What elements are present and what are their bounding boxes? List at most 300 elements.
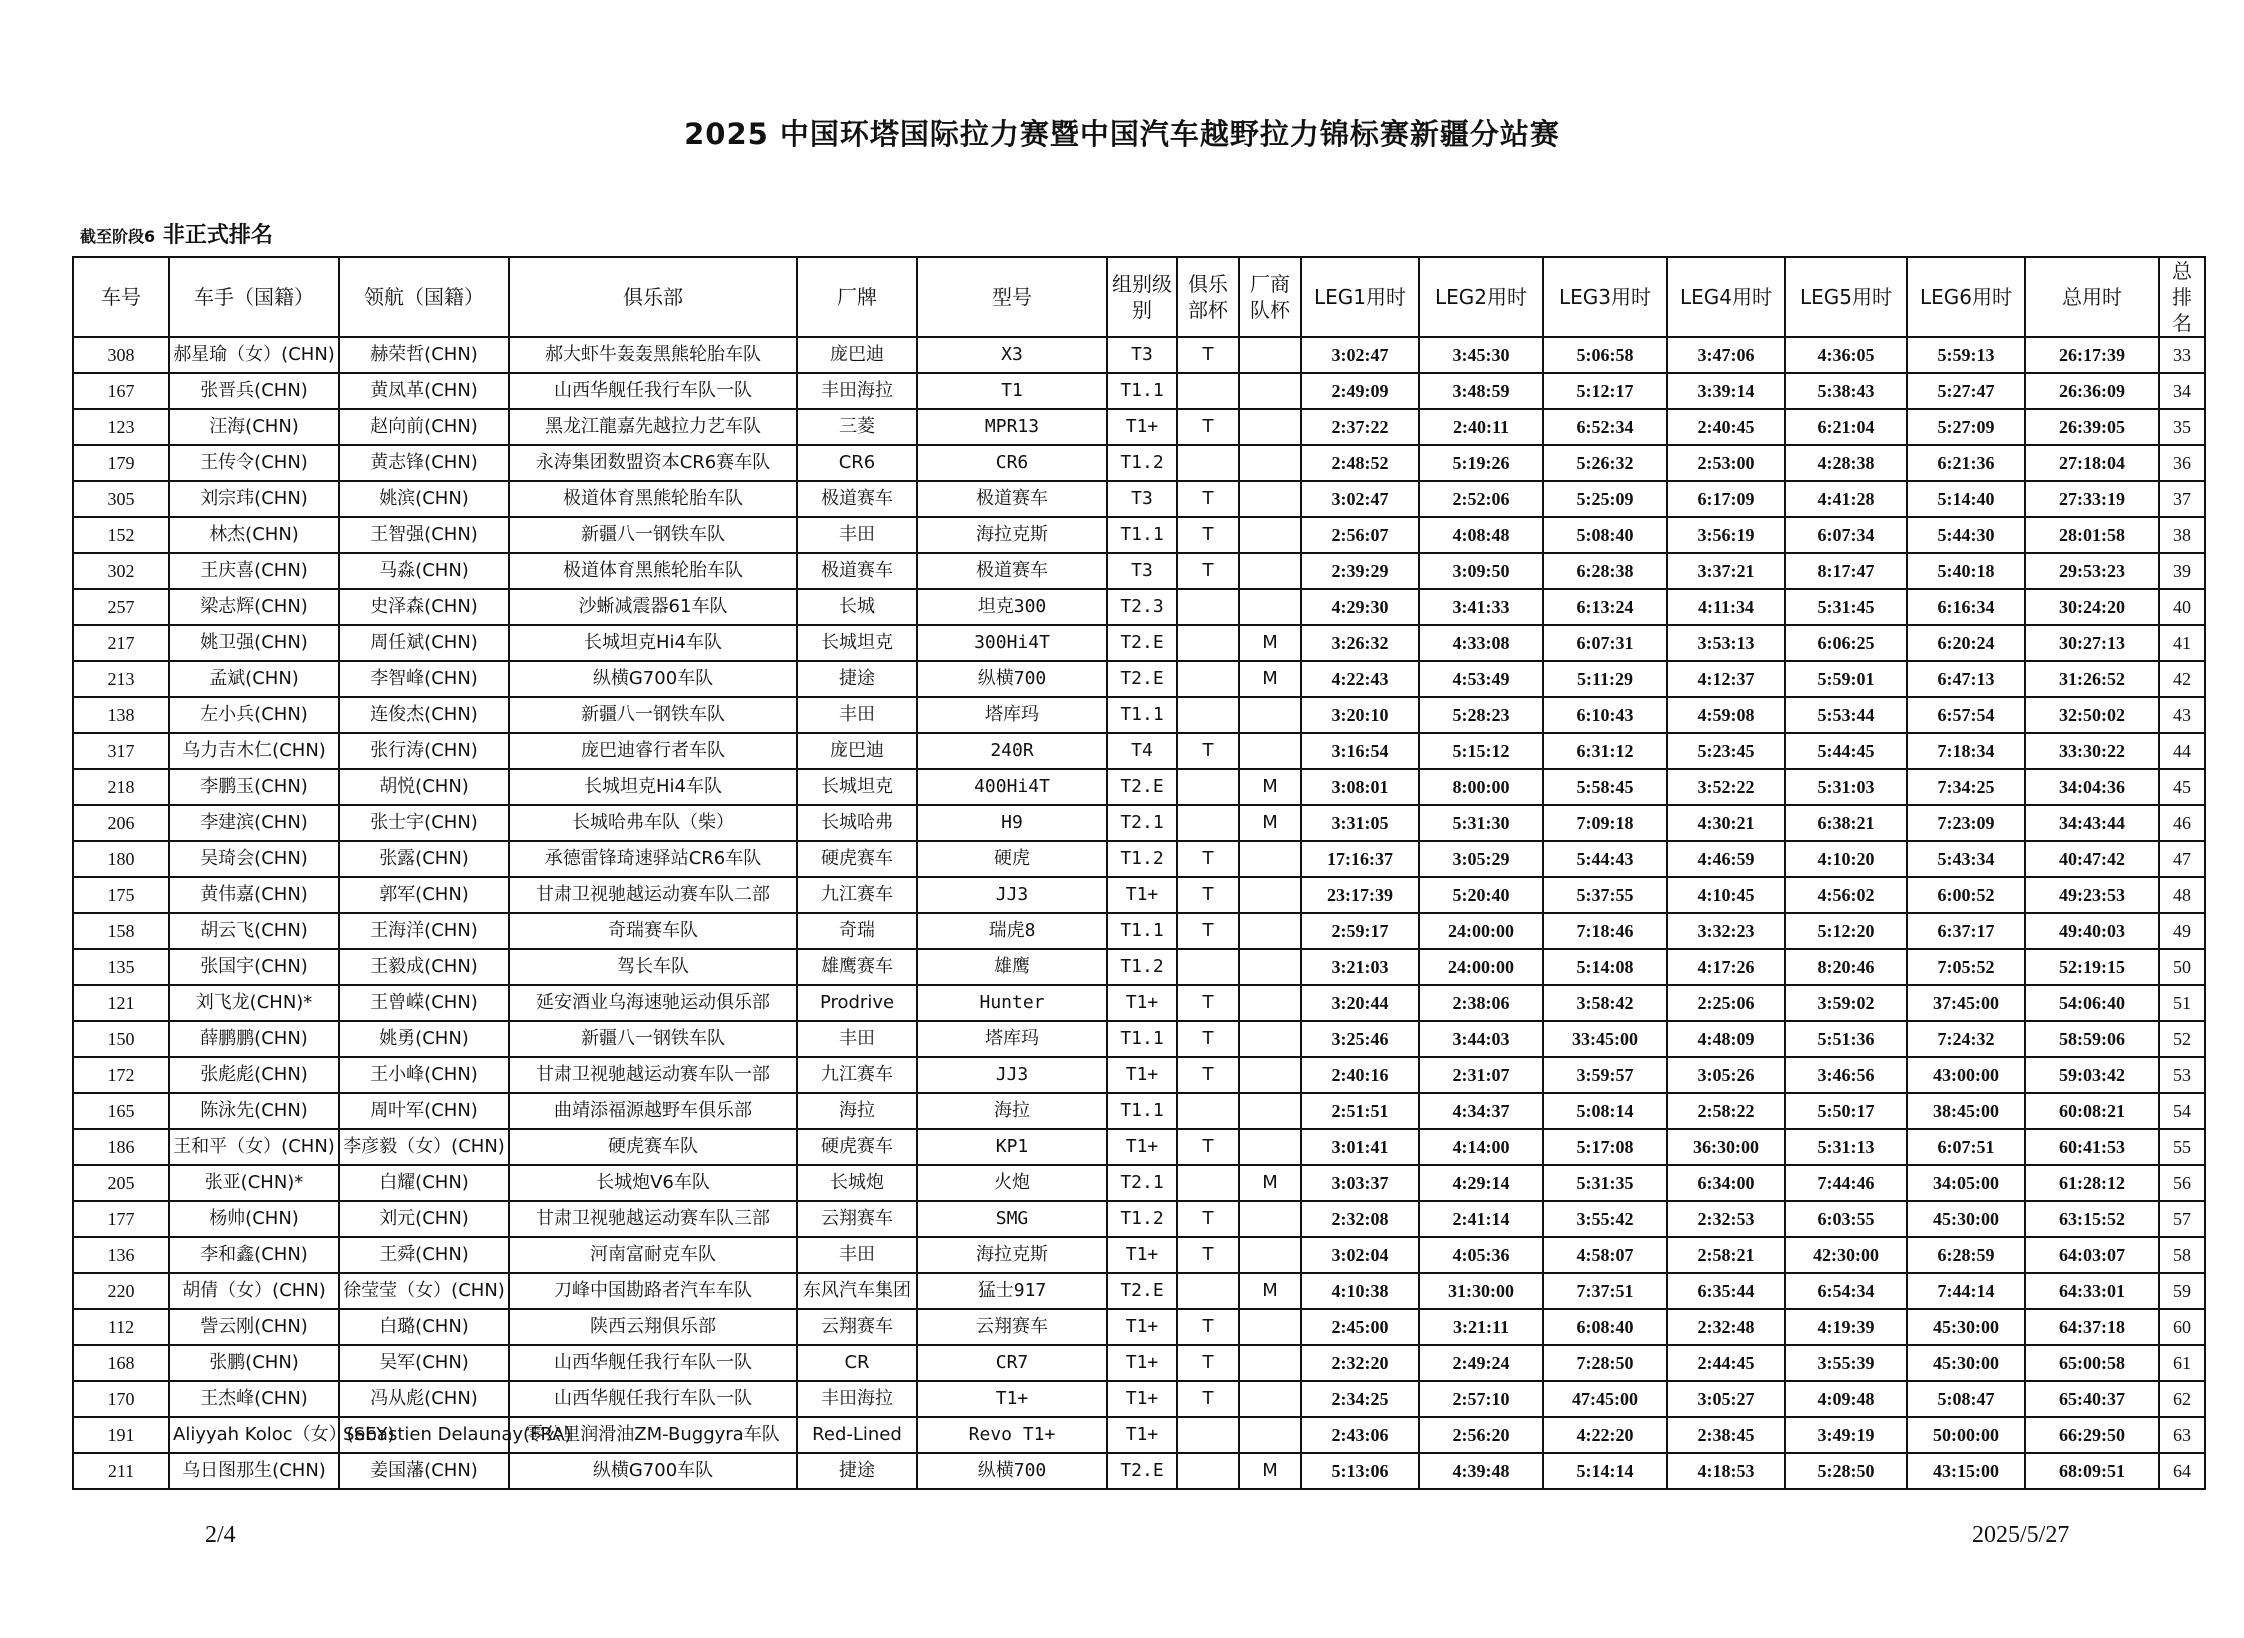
table-row [73, 409, 2205, 445]
cell-leg3: 5:14:14 [1543, 1453, 1667, 1489]
cell-class: T2.1 [1107, 1165, 1177, 1201]
cell-driver: 王和平（女）(CHN) [169, 1129, 339, 1165]
cell-leg5: 4:36:05 [1785, 337, 1907, 373]
cell-club-cup: T [1177, 733, 1239, 769]
table-row [73, 733, 2205, 769]
cell-manufacturer-cup [1239, 553, 1301, 589]
cell-club: 沙蜥减震器61车队 [509, 589, 797, 625]
cell-club-cup [1177, 589, 1239, 625]
cell-make: 东风汽车集团 [797, 1273, 917, 1309]
cell-codriver: 郭军(CHN) [339, 877, 509, 913]
cell-model: JJ3 [917, 1057, 1107, 1093]
header-make: 厂牌 [797, 257, 917, 337]
cell-leg1: 3:02:04 [1301, 1237, 1419, 1273]
cell-leg5: 5:31:13 [1785, 1129, 1907, 1165]
cell-overall-rank: 33 [2159, 337, 2205, 373]
cell-club: 刀峰中国勘路者汽车车队 [509, 1273, 797, 1309]
cell-leg3: 33:45:00 [1543, 1021, 1667, 1057]
cell-leg5: 42:30:00 [1785, 1237, 1907, 1273]
cell-total-time: 27:33:19 [2025, 481, 2159, 517]
cell-leg4: 3:37:21 [1667, 553, 1785, 589]
cell-class: T3 [1107, 337, 1177, 373]
cell-car-no: 165 [73, 1093, 169, 1129]
cell-leg1: 3:16:54 [1301, 733, 1419, 769]
cell-leg1: 2:43:06 [1301, 1417, 1419, 1453]
cell-driver: 李建滨(CHN) [169, 805, 339, 841]
cell-leg6: 6:47:13 [1907, 661, 2025, 697]
cell-leg3: 5:44:43 [1543, 841, 1667, 877]
table-row [73, 373, 2205, 409]
cell-total-time: 26:36:09 [2025, 373, 2159, 409]
header-model: 型号 [917, 257, 1107, 337]
cell-overall-rank: 60 [2159, 1309, 2205, 1345]
cell-car-no: 158 [73, 913, 169, 949]
cell-leg2: 5:20:40 [1419, 877, 1543, 913]
cell-driver: 胡倩（女）(CHN) [169, 1273, 339, 1309]
cell-leg1: 3:01:41 [1301, 1129, 1419, 1165]
cell-club: 郝大虾牛轰轰黑熊轮胎车队 [509, 337, 797, 373]
cell-leg5: 8:20:46 [1785, 949, 1907, 985]
header-car-no: 车号 [73, 257, 169, 337]
cell-car-no: 168 [73, 1345, 169, 1381]
cell-leg1: 2:51:51 [1301, 1093, 1419, 1129]
cell-overall-rank: 59 [2159, 1273, 2205, 1309]
cell-overall-rank: 46 [2159, 805, 2205, 841]
cell-club-cup: T [1177, 1201, 1239, 1237]
cell-manufacturer-cup [1239, 481, 1301, 517]
cell-club-cup: T [1177, 1237, 1239, 1273]
cell-club-cup: T [1177, 1021, 1239, 1057]
table-row [73, 1093, 2205, 1129]
cell-club-cup [1177, 1093, 1239, 1129]
table-row [73, 949, 2205, 985]
cell-class: T1.1 [1107, 1021, 1177, 1057]
header-leg5: LEG5用时 [1785, 257, 1907, 337]
cell-total-time: 49:40:03 [2025, 913, 2159, 949]
table-row [73, 841, 2205, 877]
cell-leg3: 4:22:20 [1543, 1417, 1667, 1453]
cell-leg4: 6:35:44 [1667, 1273, 1785, 1309]
cell-leg5: 3:49:19 [1785, 1417, 1907, 1453]
cell-manufacturer-cup [1239, 409, 1301, 445]
cell-make: 三菱 [797, 409, 917, 445]
cell-club-cup [1177, 1273, 1239, 1309]
cell-driver: 黄伟嘉(CHN) [169, 877, 339, 913]
cell-model: 240R [917, 733, 1107, 769]
table-row [73, 1129, 2205, 1165]
cell-class: T1+ [1107, 1057, 1177, 1093]
cell-total-time: 52:19:15 [2025, 949, 2159, 985]
cell-leg2: 2:56:20 [1419, 1417, 1543, 1453]
cell-driver: 王传令(CHN) [169, 445, 339, 481]
cell-leg3: 5:26:32 [1543, 445, 1667, 481]
cell-model: 海拉 [917, 1093, 1107, 1129]
cell-class: T1.1 [1107, 1093, 1177, 1129]
cell-model: CR6 [917, 445, 1107, 481]
cell-total-time: 65:00:58 [2025, 1345, 2159, 1381]
cell-driver: 张晋兵(CHN) [169, 373, 339, 409]
table-row [73, 589, 2205, 625]
cell-car-no: 150 [73, 1021, 169, 1057]
cell-overall-rank: 62 [2159, 1381, 2205, 1417]
cell-leg6: 6:57:54 [1907, 697, 2025, 733]
cell-leg6: 6:07:51 [1907, 1129, 2025, 1165]
cell-club-cup: T [1177, 1345, 1239, 1381]
cell-total-time: 49:23:53 [2025, 877, 2159, 913]
cell-leg5: 8:17:47 [1785, 553, 1907, 589]
header-leg2: LEG2用时 [1419, 257, 1543, 337]
cell-leg3: 5:37:55 [1543, 877, 1667, 913]
cell-leg3: 7:09:18 [1543, 805, 1667, 841]
cell-make: Red-Lined [797, 1417, 917, 1453]
cell-make: 九江赛车 [797, 877, 917, 913]
cell-leg3: 47:45:00 [1543, 1381, 1667, 1417]
cell-driver: 乌日图那生(CHN) [169, 1453, 339, 1489]
cell-codriver: 王毅成(CHN) [339, 949, 509, 985]
cell-leg3: 5:31:35 [1543, 1165, 1667, 1201]
cell-leg1: 23:17:39 [1301, 877, 1419, 913]
cell-club: 甘肃卫视驰越运动赛车队一部 [509, 1057, 797, 1093]
cell-codriver: 马淼(CHN) [339, 553, 509, 589]
cell-leg4: 4:48:09 [1667, 1021, 1785, 1057]
cell-class: T1.2 [1107, 445, 1177, 481]
cell-leg5: 3:46:56 [1785, 1057, 1907, 1093]
cell-leg6: 7:34:25 [1907, 769, 2025, 805]
cell-make: 硬虎赛车 [797, 841, 917, 877]
cell-manufacturer-cup [1239, 337, 1301, 373]
cell-leg2: 3:09:50 [1419, 553, 1543, 589]
cell-codriver: 赵向前(CHN) [339, 409, 509, 445]
cell-codriver: 李智峰(CHN) [339, 661, 509, 697]
cell-leg3: 7:37:51 [1543, 1273, 1667, 1309]
cell-overall-rank: 52 [2159, 1021, 2205, 1057]
cell-total-time: 30:24:20 [2025, 589, 2159, 625]
header-club: 俱乐部 [509, 257, 797, 337]
cell-codriver: 冯从彪(CHN) [339, 1381, 509, 1417]
cell-driver: 薛鹏鹏(CHN) [169, 1021, 339, 1057]
cell-leg3: 5:12:17 [1543, 373, 1667, 409]
cell-club: 硬虎赛车队 [509, 1129, 797, 1165]
table-row [73, 1453, 2205, 1489]
cell-car-no: 175 [73, 877, 169, 913]
cell-leg4: 2:32:48 [1667, 1309, 1785, 1345]
cell-model: JJ3 [917, 877, 1107, 913]
cell-leg5: 4:28:38 [1785, 445, 1907, 481]
table-row [73, 877, 2205, 913]
cell-codriver: Sebastien Delaunay(FRA) [339, 1417, 509, 1453]
cell-leg1: 2:48:52 [1301, 445, 1419, 481]
cell-manufacturer-cup [1239, 1345, 1301, 1381]
cell-club: 曲靖添福源越野车俱乐部 [509, 1093, 797, 1129]
cell-overall-rank: 47 [2159, 841, 2205, 877]
page-number: 2/4 [205, 1522, 236, 1548]
cell-leg6: 7:18:34 [1907, 733, 2025, 769]
cell-overall-rank: 39 [2159, 553, 2205, 589]
cell-leg1: 3:31:05 [1301, 805, 1419, 841]
cell-class: T2.3 [1107, 589, 1177, 625]
cell-club: 甘肃卫视驰越运动赛车队二部 [509, 877, 797, 913]
cell-club-cup: T [1177, 913, 1239, 949]
cell-leg3: 6:08:40 [1543, 1309, 1667, 1345]
cell-make: 九江赛车 [797, 1057, 917, 1093]
cell-club: 纵横G700车队 [509, 661, 797, 697]
cell-leg6: 45:30:00 [1907, 1201, 2025, 1237]
cell-model: 极道赛车 [917, 553, 1107, 589]
cell-model: 塔库玛 [917, 697, 1107, 733]
cell-leg3: 5:08:40 [1543, 517, 1667, 553]
cell-overall-rank: 54 [2159, 1093, 2205, 1129]
cell-leg3: 6:52:34 [1543, 409, 1667, 445]
cell-leg6: 5:59:13 [1907, 337, 2025, 373]
cell-car-no: 136 [73, 1237, 169, 1273]
cell-class: T1+ [1107, 1417, 1177, 1453]
cell-manufacturer-cup [1239, 1309, 1301, 1345]
cell-codriver: 黄志锋(CHN) [339, 445, 509, 481]
cell-leg6: 6:21:36 [1907, 445, 2025, 481]
cell-codriver: 周叶军(CHN) [339, 1093, 509, 1129]
cell-manufacturer-cup [1239, 1093, 1301, 1129]
cell-leg3: 3:59:57 [1543, 1057, 1667, 1093]
cell-leg6: 6:37:17 [1907, 913, 2025, 949]
cell-leg1: 17:16:37 [1301, 841, 1419, 877]
cell-leg6: 38:45:00 [1907, 1093, 2025, 1129]
cell-manufacturer-cup [1239, 1417, 1301, 1453]
cell-driver: 梁志辉(CHN) [169, 589, 339, 625]
cell-manufacturer-cup [1239, 1201, 1301, 1237]
cell-leg5: 3:59:02 [1785, 985, 1907, 1021]
cell-total-time: 33:30:22 [2025, 733, 2159, 769]
cell-codriver: 张露(CHN) [339, 841, 509, 877]
cell-driver: 孟斌(CHN) [169, 661, 339, 697]
cell-leg2: 3:45:30 [1419, 337, 1543, 373]
cell-class: T2.E [1107, 625, 1177, 661]
cell-leg6: 6:20:24 [1907, 625, 2025, 661]
cell-leg4: 5:23:45 [1667, 733, 1785, 769]
cell-driver: Aliyyah Koloc（女）(SEY) [169, 1417, 339, 1453]
cell-leg2: 31:30:00 [1419, 1273, 1543, 1309]
cell-club: 山西华舰任我行车队一队 [509, 1381, 797, 1417]
cell-model: Revo T1+ [917, 1417, 1107, 1453]
cell-leg1: 2:40:16 [1301, 1057, 1419, 1093]
cell-make: 捷途 [797, 661, 917, 697]
cell-leg2: 3:41:33 [1419, 589, 1543, 625]
cell-leg1: 2:49:09 [1301, 373, 1419, 409]
cell-leg3: 5:58:45 [1543, 769, 1667, 805]
cell-car-no: 305 [73, 481, 169, 517]
cell-leg4: 3:32:23 [1667, 913, 1785, 949]
table-row [73, 337, 2205, 373]
cell-manufacturer-cup: M [1239, 1453, 1301, 1489]
cell-total-time: 29:53:23 [2025, 553, 2159, 589]
cell-class: T3 [1107, 553, 1177, 589]
cell-make: 雄鹰赛车 [797, 949, 917, 985]
cell-codriver: 张行涛(CHN) [339, 733, 509, 769]
cell-leg2: 3:05:29 [1419, 841, 1543, 877]
cell-model: H9 [917, 805, 1107, 841]
cell-driver: 李和鑫(CHN) [169, 1237, 339, 1273]
cell-leg5: 5:12:20 [1785, 913, 1907, 949]
cell-codriver: 连俊杰(CHN) [339, 697, 509, 733]
cell-model: CR7 [917, 1345, 1107, 1381]
results-table [72, 256, 2206, 1490]
table-row [73, 985, 2205, 1021]
cell-overall-rank: 43 [2159, 697, 2205, 733]
cell-club: 陕西云翔俱乐部 [509, 1309, 797, 1345]
cell-driver: 吴琦会(CHN) [169, 841, 339, 877]
cell-make: 硬虎赛车 [797, 1129, 917, 1165]
cell-leg5: 5:59:01 [1785, 661, 1907, 697]
cell-overall-rank: 35 [2159, 409, 2205, 445]
cell-leg2: 2:38:06 [1419, 985, 1543, 1021]
cell-make: 庞巴迪 [797, 337, 917, 373]
cell-club-cup: T [1177, 517, 1239, 553]
cell-model: 海拉克斯 [917, 1237, 1107, 1273]
cell-codriver: 王海洋(CHN) [339, 913, 509, 949]
cell-leg6: 5:27:09 [1907, 409, 2025, 445]
cell-manufacturer-cup: M [1239, 805, 1301, 841]
cell-total-time: 26:39:05 [2025, 409, 2159, 445]
cell-leg5: 6:06:25 [1785, 625, 1907, 661]
cell-make: 丰田海拉 [797, 1381, 917, 1417]
cell-leg6: 5:40:18 [1907, 553, 2025, 589]
cell-leg1: 2:32:08 [1301, 1201, 1419, 1237]
cell-leg1: 3:03:37 [1301, 1165, 1419, 1201]
cell-leg2: 5:28:23 [1419, 697, 1543, 733]
table-body [73, 337, 2205, 1489]
cell-manufacturer-cup [1239, 913, 1301, 949]
cell-car-no: 206 [73, 805, 169, 841]
cell-codriver: 王舜(CHN) [339, 1237, 509, 1273]
table-row [73, 1057, 2205, 1093]
cell-overall-rank: 61 [2159, 1345, 2205, 1381]
cell-manufacturer-cup [1239, 949, 1301, 985]
cell-leg3: 6:31:12 [1543, 733, 1667, 769]
cell-car-no: 217 [73, 625, 169, 661]
cell-car-no: 186 [73, 1129, 169, 1165]
cell-leg2: 3:44:03 [1419, 1021, 1543, 1057]
cell-leg3: 5:11:29 [1543, 661, 1667, 697]
cell-club-cup [1177, 445, 1239, 481]
cell-leg2: 5:19:26 [1419, 445, 1543, 481]
cell-model: T1 [917, 373, 1107, 409]
cell-class: T3 [1107, 481, 1177, 517]
cell-leg4: 36:30:00 [1667, 1129, 1785, 1165]
cell-car-no: 121 [73, 985, 169, 1021]
cell-leg4: 4:59:08 [1667, 697, 1785, 733]
cell-leg2: 2:52:06 [1419, 481, 1543, 517]
cell-club-cup: T [1177, 553, 1239, 589]
cell-leg3: 6:13:24 [1543, 589, 1667, 625]
cell-class: T1+ [1107, 1129, 1177, 1165]
cell-codriver: 白璐(CHN) [339, 1309, 509, 1345]
table-row [73, 625, 2205, 661]
table-row [73, 805, 2205, 841]
cell-driver: 汪海(CHN) [169, 409, 339, 445]
cell-car-no: 112 [73, 1309, 169, 1345]
cell-leg2: 4:05:36 [1419, 1237, 1543, 1273]
cell-total-time: 61:28:12 [2025, 1165, 2159, 1201]
cell-leg6: 45:30:00 [1907, 1345, 2025, 1381]
cell-overall-rank: 42 [2159, 661, 2205, 697]
header-leg1: LEG1用时 [1301, 257, 1419, 337]
cell-leg4: 4:30:21 [1667, 805, 1785, 841]
cell-leg1: 3:08:01 [1301, 769, 1419, 805]
cell-leg1: 2:56:07 [1301, 517, 1419, 553]
cell-manufacturer-cup: M [1239, 1165, 1301, 1201]
cell-leg4: 4:10:45 [1667, 877, 1785, 913]
cell-leg4: 4:11:34 [1667, 589, 1785, 625]
cell-leg1: 2:32:20 [1301, 1345, 1419, 1381]
cell-class: T4 [1107, 733, 1177, 769]
cell-driver: 陈泳先(CHN) [169, 1093, 339, 1129]
cell-leg6: 6:28:59 [1907, 1237, 2025, 1273]
cell-manufacturer-cup [1239, 877, 1301, 913]
cell-leg6: 7:24:32 [1907, 1021, 2025, 1057]
cell-manufacturer-cup: M [1239, 1273, 1301, 1309]
cell-leg5: 5:51:36 [1785, 1021, 1907, 1057]
cell-club-cup: T [1177, 481, 1239, 517]
cell-car-no: 179 [73, 445, 169, 481]
cell-leg5: 5:44:45 [1785, 733, 1907, 769]
cell-leg3: 6:07:31 [1543, 625, 1667, 661]
cell-codriver: 白耀(CHN) [339, 1165, 509, 1201]
cell-driver: 张亚(CHN)* [169, 1165, 339, 1201]
cell-model: 云翔赛车 [917, 1309, 1107, 1345]
cell-make: 奇瑞 [797, 913, 917, 949]
cell-model: 塔库玛 [917, 1021, 1107, 1057]
cell-total-time: 64:33:01 [2025, 1273, 2159, 1309]
cell-driver: 杨帅(CHN) [169, 1201, 339, 1237]
cell-leg1: 4:29:30 [1301, 589, 1419, 625]
cell-club: 新疆八一钢铁车队 [509, 517, 797, 553]
cell-car-no: 257 [73, 589, 169, 625]
cell-driver: 刘宗玮(CHN) [169, 481, 339, 517]
page-title: 2025 中国环塔国际拉力赛暨中国汽车越野拉力锦标赛新疆分站赛 [684, 117, 1560, 151]
cell-total-time: 26:17:39 [2025, 337, 2159, 373]
cell-leg2: 24:00:00 [1419, 949, 1543, 985]
cell-overall-rank: 49 [2159, 913, 2205, 949]
cell-manufacturer-cup [1239, 1237, 1301, 1273]
cell-leg2: 4:33:08 [1419, 625, 1543, 661]
cell-club-cup: T [1177, 1057, 1239, 1093]
cell-club: 新疆八一钢铁车队 [509, 697, 797, 733]
cell-class: T1+ [1107, 985, 1177, 1021]
cell-leg1: 3:25:46 [1301, 1021, 1419, 1057]
cell-club-cup: T [1177, 1309, 1239, 1345]
cell-total-time: 30:27:13 [2025, 625, 2159, 661]
cell-leg5: 5:53:44 [1785, 697, 1907, 733]
table-row [73, 445, 2205, 481]
cell-model: 海拉克斯 [917, 517, 1107, 553]
cell-codriver: 赫荣哲(CHN) [339, 337, 509, 373]
cell-leg1: 3:21:03 [1301, 949, 1419, 985]
cell-total-time: 40:47:42 [2025, 841, 2159, 877]
cell-leg6: 5:44:30 [1907, 517, 2025, 553]
cell-club-cup [1177, 949, 1239, 985]
table-row [73, 913, 2205, 949]
cell-leg2: 2:49:24 [1419, 1345, 1543, 1381]
cell-codriver: 史泽森(CHN) [339, 589, 509, 625]
cell-overall-rank: 44 [2159, 733, 2205, 769]
cell-leg3: 7:28:50 [1543, 1345, 1667, 1381]
cell-overall-rank: 50 [2159, 949, 2205, 985]
cell-car-no: 172 [73, 1057, 169, 1093]
table-row [73, 1165, 2205, 1201]
cell-leg5: 6:38:21 [1785, 805, 1907, 841]
cell-codriver: 胡悦(CHN) [339, 769, 509, 805]
cell-class: T1+ [1107, 1309, 1177, 1345]
cell-car-no: 177 [73, 1201, 169, 1237]
